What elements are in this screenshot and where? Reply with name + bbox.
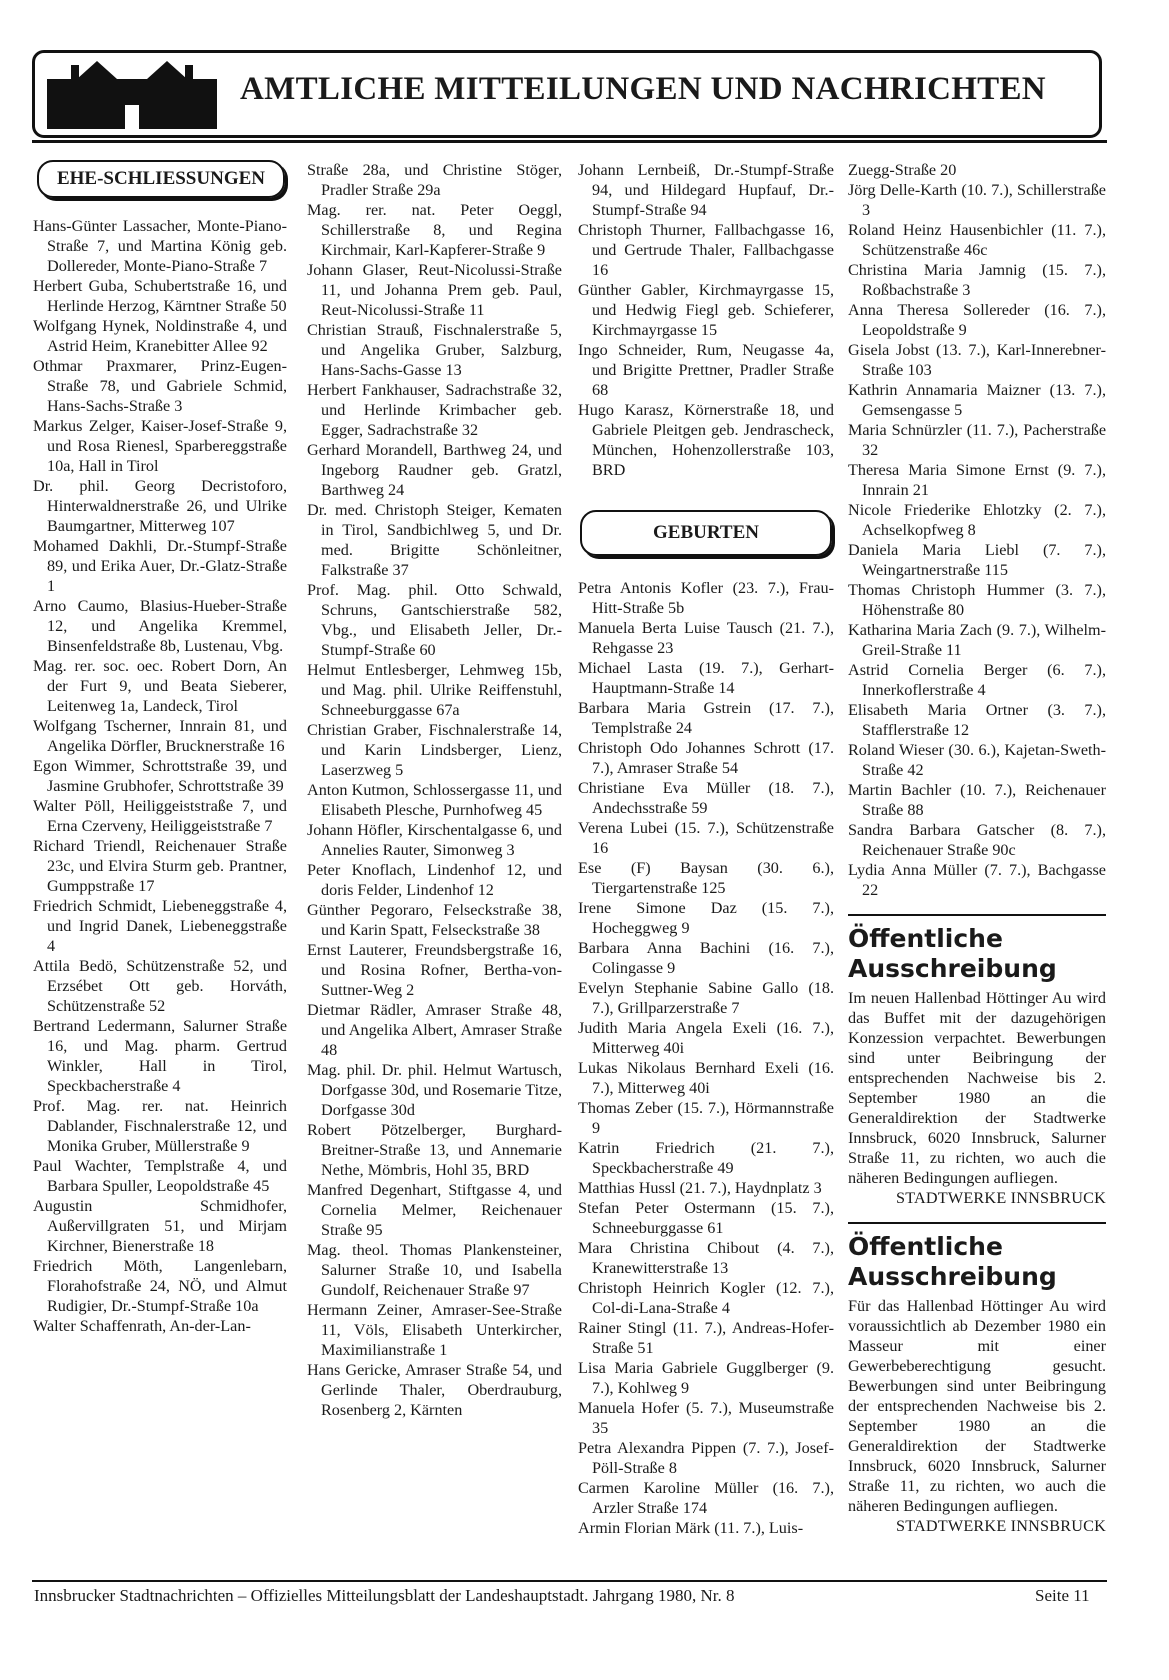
list-item: Johann Lernbeiß, Dr.-Stumpf-Straße 94, und Hildegard Hupfauf, Dr.-Stumpf-Straße 94 bbox=[578, 161, 834, 219]
list-item: Barbara Anna Bachini (16. 7.), Colingasse 9 bbox=[578, 939, 834, 977]
list-item: Ernst Lauterer, Freundsbergstraße 16, und Rosina Rofner, Bertha-von-Suttner-Weg 2 bbox=[307, 941, 562, 999]
list-item: Mag. theol. Thomas Plankensteiner, Salurner Straße 10, und Isabella Gundolf, Reichenauer Straße 97 bbox=[307, 1241, 562, 1299]
list-item: Kathrin Annamaria Maizner (13. 7.), Gemsengasse 5 bbox=[848, 381, 1106, 419]
list-item: Michael Lasta (19. 7.), Gerhart-Hauptmann-Straße 14 bbox=[578, 659, 834, 697]
city-logo-icon bbox=[47, 61, 217, 129]
column-2 bbox=[307, 160, 562, 1420]
list-item: Irene Simone Daz (15. 7.), Hocheggweg 9 bbox=[578, 899, 834, 937]
list-item: Walter Schaffenrath, An-der-Lan- bbox=[33, 1317, 251, 1335]
list-item: Nicole Friederike Ehlotzky (2. 7.), Achselkopfweg 8 bbox=[848, 501, 1106, 539]
list-item: Friedrich Schmidt, Liebeneggstraße 4, und Ingrid Danek, Liebeneggstraße 4 bbox=[33, 897, 287, 955]
list-item: Prof. Mag. phil. Otto Schwald, Schruns, Gantschierstraße 582, Vbg., und Elisabeth Jeller, Dr.-Stumpf-Straße 60 bbox=[307, 581, 562, 659]
notice-1-body: Im neuen Hallenbad Höttinger Au wird das Buffet mit der dazugehörigen Konzession verpachtet. Bewerbungen sind unter Beibringung der entsprechenden Nachweise bis 2. September 1980 an die Generaldirektion der Stadtwerke Innsbruck, 6020 Innsbruck, Salurner Straße 11, zu richten, wo auch die näheren Bedingungen aufliegen. bbox=[848, 989, 1106, 1187]
list-item: Roland Heinz Hausenbichler (11. 7.), Schützenstraße 46c bbox=[848, 221, 1106, 259]
page-title: AMTLICHE MITTEILUNGEN UND NACHRICHTEN bbox=[240, 71, 1046, 107]
list-item: Jörg Delle-Karth (10. 7.), Schillerstraße 3 bbox=[848, 181, 1106, 219]
list-item: Maria Schnürzler (11. 7.), Pacherstraße 32 bbox=[848, 421, 1106, 459]
list-item: Thomas Christoph Hummer (3. 7.), Höhenstraße 80 bbox=[848, 581, 1106, 619]
list-item: Friedrich Möth, Langenlebarn, Florahofstraße 24, NÖ, und Almut Rudigier, Dr.-Stumpf-Straße 10a bbox=[33, 1257, 287, 1315]
notice-2-title: Öffentliche Ausschreibung bbox=[848, 1232, 1057, 1291]
notice-2-body: Für das Hallenbad Höttinger Au wird voraussichtlich ab Dezember 1980 ein Masseur mit einer Gewerbeberechtigung gesucht. Bewerbungen sind unter Beibringung der entsprechenden Nachweise bis 2. September 1980 an die Generaldirektion der Stadtwerke Innsbruck, 6020 Innsbruck, Salurner Straße 11, zu richten, wo auch die näheren Bedingungen aufliegen. bbox=[848, 1297, 1106, 1515]
column-3 bbox=[578, 160, 834, 1538]
list-item: Christoph Thurner, Fallbachgasse 16, und Gertrude Thaler, Fallbachgasse 16 bbox=[578, 221, 834, 279]
list-item: Katharina Maria Zach (9. 7.), Wilhelm-Greil-Straße 11 bbox=[848, 621, 1106, 659]
column-1 bbox=[33, 160, 287, 1336]
list-item: Johann Höfler, Kirschentalgasse 6, und Annelies Rauter, Simonweg 3 bbox=[307, 821, 562, 859]
column-4 bbox=[848, 160, 1106, 1536]
list-item: Stefan Peter Ostermann (15. 7.), Schneeburggasse 61 bbox=[578, 1199, 834, 1237]
list-item: Augustin Schmidhofer, Außervillgraten 51, und Mirjam Kirchner, Bienerstraße 18 bbox=[33, 1197, 287, 1255]
list-item: Attila Bedö, Schützenstraße 52, und Erzsébet Ott geb. Horváth, Schützenstraße 52 bbox=[33, 957, 287, 1015]
list-item: Hermann Zeiner, Amraser-See-Straße 11, Völs, Elisabeth Unterkircher, Maximilianstraße 1 bbox=[307, 1301, 562, 1359]
list-item: Theresa Maria Simone Ernst (9. 7.), Innrain 21 bbox=[848, 461, 1106, 499]
list-item: Lisa Maria Gabriele Gugglberger (9. 7.), Kohlweg 9 bbox=[578, 1359, 834, 1397]
list-item: Wolfgang Tscherner, Innrain 81, und Angelika Dörfler, Brucknerstraße 16 bbox=[33, 717, 287, 755]
list-item: Roland Wieser (30. 6.), Kajetan-Sweth-Straße 42 bbox=[848, 741, 1106, 779]
list-item: Katrin Friedrich (21. 7.), Speckbacherstraße 49 bbox=[578, 1139, 834, 1177]
list-item: Paul Wachter, Templstraße 4, und Barbara Spuller, Leopoldstraße 45 bbox=[33, 1157, 287, 1195]
notice-divider bbox=[848, 1222, 1106, 1224]
list-item: Egon Wimmer, Schrottstraße 39, und Jasmine Grubhofer, Schrottstraße 39 bbox=[33, 757, 287, 795]
list-item: Dr. phil. Georg Decristoforo, Hinterwaldnerstraße 26, und Ulrike Baumgartner, Mitterweg 107 bbox=[33, 477, 287, 535]
list-item: Daniela Maria Liebl (7. 7.), Weingartnerstraße 115 bbox=[848, 541, 1106, 579]
list-item: Christina Maria Jamnig (15. 7.), Roßbachstraße 3 bbox=[848, 261, 1106, 299]
list-item: Wolfgang Hynek, Noldinstraße 4, und Astrid Heim, Kranebitter Allee 92 bbox=[33, 317, 287, 355]
list-item: Dietmar Rädler, Amraser Straße 48, und Angelika Albert, Amraser Straße 48 bbox=[307, 1001, 562, 1059]
list-item: Evelyn Stephanie Sabine Gallo (18. 7.), Grillparzerstraße 7 bbox=[578, 979, 834, 1017]
list-item: Thomas Zeber (15. 7.), Hörmannstraße 9 bbox=[578, 1099, 834, 1137]
notice-1 bbox=[848, 924, 1106, 1208]
list-item: Herbert Fankhauser, Sadrachstraße 32, und Herlinde Krimbacher geb. Egger, Sadrachstraße 32 bbox=[307, 381, 562, 439]
marriage-list-1 bbox=[33, 216, 287, 1336]
list-item: Johann Glaser, Reut-Nicolussi-Straße 11, und Johanna Prem geb. Paul, Reut-Nicolussi-Straße 11 bbox=[307, 261, 562, 319]
list-item: Verena Lubei (15. 7.), Schützenstraße 16 bbox=[578, 819, 834, 857]
list-item: Günther Gabler, Kirchmayrgasse 15, und Hedwig Fiegl geb. Schieferer, Kirchmayrgasse 15 bbox=[578, 281, 834, 339]
list-item: Matthias Hussl (21. 7.), Haydnplatz 3 bbox=[578, 1179, 822, 1197]
list-item: Hans-Günter Lassacher, Monte-Piano-Straße 7, und Martina König geb. Dollereder, Monte-Piano-Straße 7 bbox=[33, 217, 287, 275]
list-item: Hugo Karasz, Körnerstraße 18, und Gabriele Pleitgen geb. Jendrascheck, München, Hohenzollerstraße 103, BRD bbox=[578, 401, 834, 479]
list-item: Lydia Anna Müller (7. 7.), Bachgasse 22 bbox=[848, 861, 1106, 899]
list-item: Gisela Jobst (13. 7.), Karl-Innerebner-Straße 103 bbox=[848, 341, 1106, 379]
section-header-box bbox=[32, 50, 1102, 138]
list-item: Barbara Maria Gstrein (17. 7.), Templstraße 24 bbox=[578, 699, 834, 737]
list-item: Mag. rer. nat. Peter Oeggl, Schillerstraße 8, und Regina Kirchmair, Karl-Kapferer-Straße 9 bbox=[307, 201, 562, 259]
list-item: Petra Antonis Kofler (23. 7.), Frau-Hitt-Straße 5b bbox=[578, 579, 834, 617]
list-item: Günther Pegoraro, Felseckstraße 38, und Karin Spatt, Felseckstraße 38 bbox=[307, 901, 562, 939]
births-list-2 bbox=[848, 160, 1106, 900]
list-item: Mohamed Dakhli, Dr.-Stumpf-Straße 89, und Erika Auer, Dr.-Glatz-Straße 1 bbox=[33, 537, 287, 595]
header-underline bbox=[32, 140, 1107, 143]
list-item: Lukas Nikolaus Bernhard Exeli (16. 7.), Mitterweg 40i bbox=[578, 1059, 834, 1097]
marriage-list-2 bbox=[307, 160, 562, 1420]
list-item: Rainer Stingl (11. 7.), Andreas-Hofer-Straße 51 bbox=[578, 1319, 834, 1357]
notice-1-signature: STADTWERKE INNSBRUCK bbox=[896, 1189, 1106, 1207]
list-item: Astrid Cornelia Berger (6. 7.), Innerkoflerstraße 4 bbox=[848, 661, 1106, 699]
list-item: Anton Kutmon, Schlossergasse 11, und Elisabeth Plesche, Purnhofweg 45 bbox=[307, 781, 562, 819]
list-item: Manuela Hofer (5. 7.), Museumstraße 35 bbox=[578, 1399, 834, 1437]
list-item: Herbert Guba, Schubertstraße 16, und Herlinde Herzog, Kärntner Straße 50 bbox=[33, 277, 287, 315]
section-title-births: GEBURTEN bbox=[653, 522, 759, 543]
page-number: Seite 11 bbox=[1035, 1586, 1090, 1605]
footer-publication: Innsbrucker Stadtnachrichten – Offizielles Mitteilungsblatt der Landeshauptstadt. Jahrgang 1980, Nr. 8 bbox=[34, 1586, 735, 1605]
list-item: Hans Gericke, Amraser Straße 54, und Gerlinde Thaler, Oberdrauburg, Rosenberg 2, Kärnten bbox=[307, 1361, 562, 1419]
notice-2-signature: STADTWERKE INNSBRUCK bbox=[896, 1517, 1106, 1535]
marriage-list-3 bbox=[578, 160, 834, 480]
notice-2 bbox=[848, 1232, 1106, 1536]
list-item: Christian Graber, Fischnalerstraße 14, und Karin Lindsberger, Lienz, Laserzweg 5 bbox=[307, 721, 562, 779]
footer-rule bbox=[32, 1580, 1107, 1582]
list-item: Anna Theresa Sollereder (16. 7.), Leopoldstraße 9 bbox=[848, 301, 1106, 339]
list-item: Carmen Karoline Müller (16. 7.), Arzler Straße 174 bbox=[578, 1479, 834, 1517]
section-title-marriages: EHE-SCHLIESSUNGEN bbox=[56, 168, 265, 189]
list-item: Manfred Degenhart, Stiftgasse 4, und Cornelia Melmer, Reichenauer Straße 95 bbox=[307, 1181, 562, 1239]
list-item: Manuela Berta Luise Tausch (21. 7.), Rehgasse 23 bbox=[578, 619, 834, 657]
list-item: Helmut Entlesberger, Lehmweg 15b, und Mag. phil. Ulrike Reiffenstuhl, Schneeburggasse 67a bbox=[307, 661, 562, 719]
notice-1-title: Öffentliche Ausschreibung bbox=[848, 924, 1057, 983]
list-item: Markus Zelger, Kaiser-Josef-Straße 9, und Rosa Rienesl, Sparbereggstraße 10a, Hall in Tirol bbox=[33, 417, 287, 475]
list-item: Richard Triendl, Reichenauer Straße 23c, und Elvira Sturm geb. Prantner, Gumppstraße 17 bbox=[33, 837, 287, 895]
list-item: Christiane Eva Müller (18. 7.), Andechsstraße 59 bbox=[578, 779, 834, 817]
list-item: Christoph Heinrich Kogler (12. 7.), Col-di-Lana-Straße 4 bbox=[578, 1279, 834, 1317]
list-item: Elisabeth Maria Ortner (3. 7.), Stafflerstraße 12 bbox=[848, 701, 1106, 739]
list-item: Zuegg-Straße 20 bbox=[848, 161, 957, 179]
list-item: Christoph Odo Johannes Schrott (17. 7.), Amraser Straße 54 bbox=[578, 739, 834, 777]
list-item: Sandra Barbara Gatscher (8. 7.), Reichenauer Straße 90c bbox=[848, 821, 1106, 859]
list-item: Bertrand Ledermann, Salurner Straße 16, und Mag. pharm. Gertrud Winkler, Hall in Tirol, Speckbacherstraße 4 bbox=[33, 1017, 287, 1095]
list-item: Othmar Praxmarer, Prinz-Eugen-Straße 78, und Gabriele Schmid, Hans-Sachs-Straße 3 bbox=[33, 357, 287, 415]
list-item: Mara Christina Chibout (4. 7.), Kranewitterstraße 13 bbox=[578, 1239, 834, 1277]
section-box-births bbox=[580, 510, 832, 556]
list-item: Arno Caumo, Blasius-Hueber-Straße 12, und Angelika Kremmel, Binsenfeldstraße 8b, Lustenau, Vbg. bbox=[33, 597, 287, 655]
list-item: Straße 28a, und Christine Stöger, Pradler Straße 29a bbox=[307, 161, 562, 199]
list-item: Peter Knoflach, Lindenhof 12, und doris Felder, Lindenhof 12 bbox=[307, 861, 562, 899]
list-item: Gerhard Morandell, Barthweg 24, und Ingeborg Raudner geb. Gratzl, Barthweg 24 bbox=[307, 441, 562, 499]
list-item: Robert Pötzelberger, Burghard-Breitner-Straße 13, und Annemarie Nethe, Mömbris, Hohl 35, BRD bbox=[307, 1121, 562, 1179]
list-item: Christian Strauß, Fischnalerstraße 5, und Angelika Gruber, Salzburg, Hans-Sachs-Gasse 13 bbox=[307, 321, 562, 379]
list-item: Prof. Mag. rer. nat. Heinrich Dablander, Fischnalerstraße 12, und Monika Gruber, Müllerstraße 9 bbox=[33, 1097, 287, 1155]
list-item: Mag. phil. Dr. phil. Helmut Wartusch, Dorfgasse 30d, und Rosemarie Titze, Dorfgasse 30d bbox=[307, 1061, 562, 1119]
births-list-1 bbox=[578, 578, 834, 1538]
list-item: Judith Maria Angela Exeli (16. 7.), Mitterweg 40i bbox=[578, 1019, 834, 1057]
section-box-marriages bbox=[37, 160, 285, 198]
list-item: Dr. med. Christoph Steiger, Kematen in Tirol, Sandbichlweg 5, und Dr. med. Brigitte Schönleitner, Falkstraße 37 bbox=[307, 501, 562, 579]
list-item: Petra Alexandra Pippen (7. 7.), Josef-Pöll-Straße 8 bbox=[578, 1439, 834, 1477]
notice-divider bbox=[848, 914, 1106, 916]
list-item: Ese (F) Baysan (30. 6.), Tiergartenstraße 125 bbox=[578, 859, 834, 897]
list-item: Mag. rer. soc. oec. Robert Dorn, An der Furt 9, und Beata Sieberer, Leitenweg 1a, Landeck, Tirol bbox=[33, 657, 287, 715]
list-item: Ingo Schneider, Rum, Neugasse 4a, und Brigitte Prettner, Pradler Straße 68 bbox=[578, 341, 834, 399]
list-item: Walter Pöll, Heiliggeiststraße 7, und Erna Czerveny, Heiliggeiststraße 7 bbox=[33, 797, 287, 835]
list-item: Armin Florian Märk (11. 7.), Luis- bbox=[578, 1519, 804, 1537]
list-item: Martin Bachler (10. 7.), Reichenauer Straße 88 bbox=[848, 781, 1106, 819]
